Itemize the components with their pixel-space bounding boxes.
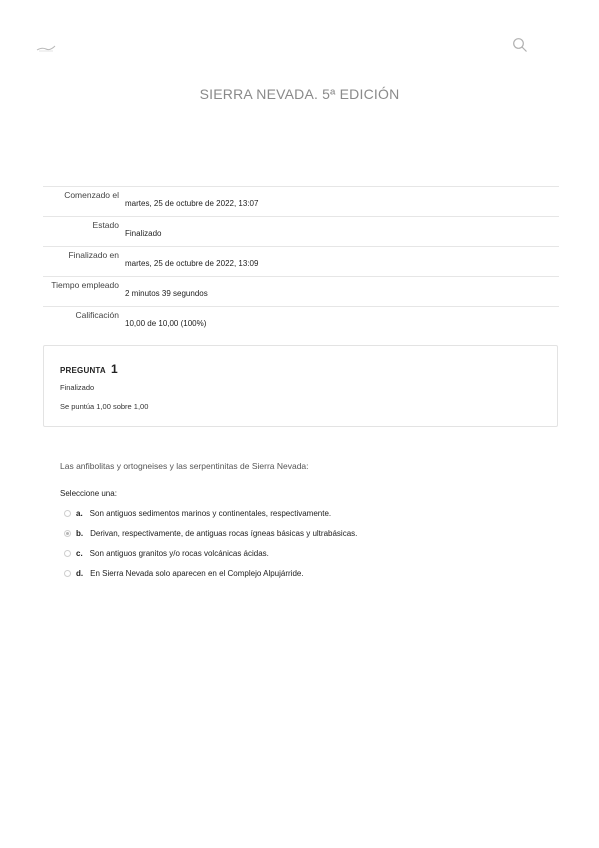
summary-label: Finalizado en <box>68 250 119 260</box>
answer-text: Son antiguos granitos y/o rocas volcánicas ácidas. <box>89 548 269 558</box>
question-grade: Se puntúa 1,00 sobre 1,00 <box>60 402 149 411</box>
answer-option-c[interactable] <box>64 543 544 563</box>
answer-option-d[interactable] <box>64 563 544 583</box>
question-text: Las anfibolitas y ortogneises y las serpentinitas de Sierra Nevada: <box>60 461 309 471</box>
radio-button[interactable] <box>64 510 71 517</box>
summary-value: martes, 25 de octubre de 2022, 13:07 <box>125 199 259 208</box>
summary-value: 2 minutos 39 segundos <box>125 289 208 298</box>
answer-option-a[interactable] <box>64 503 544 523</box>
question-label: PREGUNTA <box>60 366 106 375</box>
radio-button[interactable] <box>64 550 71 557</box>
summary-row-grade <box>43 307 559 337</box>
answer-text: Derivan, respectivamente, de antiguas rocas ígneas básicas y ultrabásicas. <box>90 528 358 538</box>
summary-value: 10,00 de 10,00 (100%) <box>125 319 207 328</box>
course-title: SIERRA NEVADA. 5ª EDICIÓN <box>199 86 400 102</box>
answer-text: En Sierra Nevada solo aparecen en el Complejo Alpujárride. <box>90 568 304 578</box>
answer-letter: c. <box>76 548 83 558</box>
summary-label: Tiempo empleado <box>51 280 119 290</box>
answer-letter: b. <box>76 528 84 538</box>
summary-value: Finalizado <box>125 229 162 238</box>
question-heading <box>60 362 118 376</box>
summary-label: Comenzado el <box>64 190 119 200</box>
summary-label: Calificación <box>75 310 119 320</box>
answer-option-b[interactable] <box>64 523 544 543</box>
summary-row-time-taken <box>43 277 559 307</box>
summary-row-state <box>43 217 559 247</box>
site-logo[interactable] <box>36 44 56 52</box>
question-state: Finalizado <box>60 383 95 392</box>
summary-row-started <box>43 187 559 217</box>
summary-row-finished <box>43 247 559 277</box>
answer-text: Son antiguos sedimentos marinos y continentales, respectivamente. <box>89 508 332 518</box>
question-number: 1 <box>111 362 118 376</box>
search-icon[interactable] <box>512 37 528 53</box>
answer-letter: a. <box>76 508 83 518</box>
top-bar <box>0 0 599 70</box>
summary-label: Estado <box>92 220 119 230</box>
radio-button[interactable] <box>64 570 71 577</box>
attempt-summary-table <box>43 186 559 337</box>
answer-letter: d. <box>76 568 84 578</box>
question-info-card <box>43 345 558 427</box>
answer-prompt: Seleccione una: <box>60 489 117 498</box>
summary-value: martes, 25 de octubre de 2022, 13:09 <box>125 259 259 268</box>
answer-list <box>64 503 544 583</box>
radio-button-selected[interactable] <box>64 530 71 537</box>
